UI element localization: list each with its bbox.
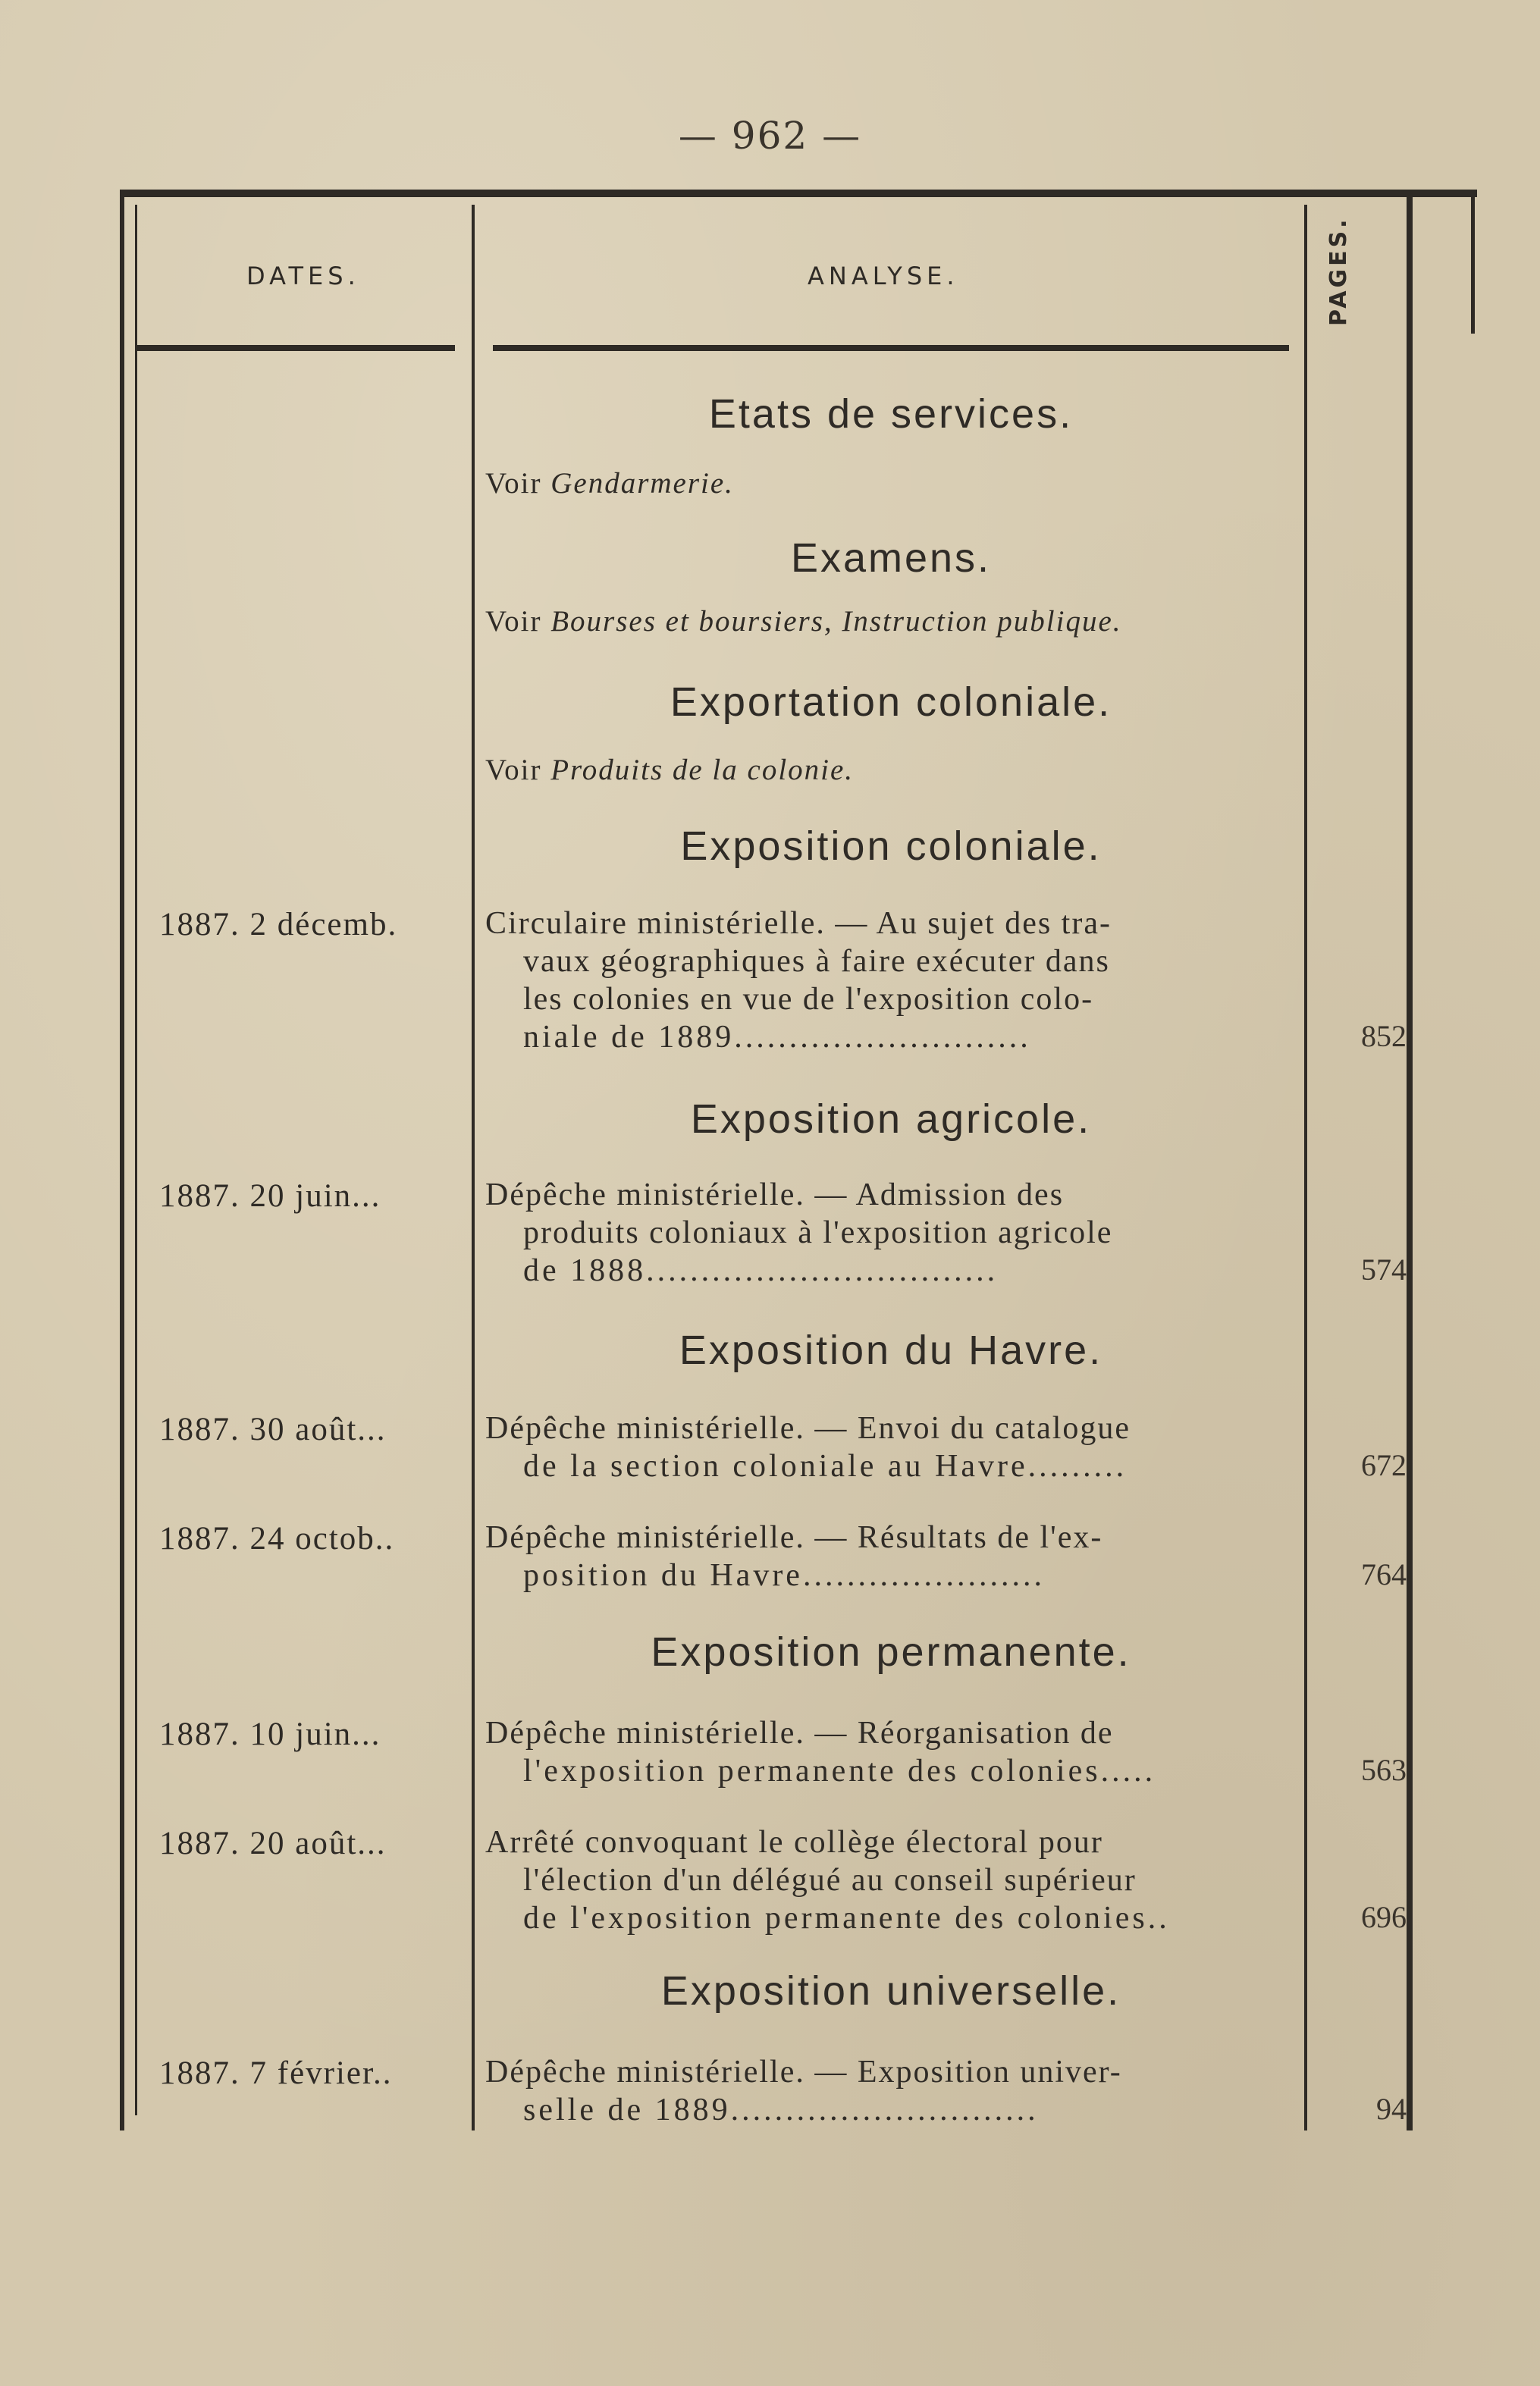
see-also-note: Voir Produits de la colonie. — [485, 754, 855, 786]
entry-date: 1887. 20 août... — [159, 1826, 387, 1861]
left-inner-rule — [135, 205, 137, 2115]
see-also-note: Voir Gendarmerie. — [485, 467, 734, 500]
entry-text: Dépêche ministérielle. — Résultats de l'ex- position du Havre...................... — [485, 1520, 1103, 1593]
section-heading: Etats de services. — [708, 391, 1074, 437]
section-heading: Exposition du Havre. — [679, 1328, 1103, 1373]
analyse-header: ANALYSE. — [808, 262, 959, 290]
section-heading: Exposition coloniale. — [680, 823, 1102, 869]
entry-text: Dépêche ministérielle. — Admission des produits coloniaux à l'exposition agricole de 1888................................ — [485, 1177, 1113, 1288]
right-edge-rule — [1471, 197, 1475, 334]
analyse-column-divider — [1304, 205, 1307, 2130]
section-heading: Exposition agricole. — [690, 1096, 1092, 1142]
entry-page: 574 — [1361, 1253, 1407, 1287]
entry-date: 1887. 2 décemb. — [159, 907, 398, 942]
entry-page: 852 — [1361, 1019, 1407, 1053]
entry-text: Dépêche ministérielle. — Réorganisation de l'exposition permanente des colonies..... — [485, 1716, 1156, 1789]
page-number: — 962 — — [678, 114, 862, 158]
entry-date: 1887. 24 octob.. — [159, 1521, 395, 1557]
section-heading: Exposition permanente. — [651, 1629, 1131, 1675]
entry-page: 696 — [1361, 1900, 1407, 1934]
section-heading: Exportation coloniale. — [670, 679, 1112, 725]
dates-column-divider — [472, 205, 475, 2130]
top-rule — [120, 190, 1477, 197]
entry-text: Dépêche ministérielle. — Envoi du catalogue de la section coloniale au Havre......... — [485, 1411, 1131, 1484]
section-heading: Examens. — [790, 535, 992, 581]
entry-text: Dépêche ministérielle. — Exposition univer- selle de 1889............................ — [485, 2055, 1122, 2127]
section-heading: Exposition universelle. — [660, 1968, 1121, 2014]
dates-header-underline — [136, 345, 455, 351]
pages-header: PAGES. — [1325, 216, 1352, 326]
right-outer-rule — [1407, 190, 1413, 2130]
entry-page: 563 — [1361, 1753, 1407, 1787]
analyse-header-underline — [493, 345, 1289, 351]
left-outer-rule — [120, 190, 124, 2130]
entry-page: 94 — [1376, 2092, 1407, 2126]
entry-date: 1887. 20 juin... — [159, 1178, 381, 1214]
see-also-note: Voir Bourses et boursiers, Instruction publique. — [485, 605, 1122, 638]
entry-page: 672 — [1361, 1448, 1407, 1482]
dates-header: DATES. — [246, 262, 360, 290]
entry-text: Circulaire ministérielle. — Au sujet des tra- vaux géographiques à faire exécuter dans les colonies en vue de l'exposition colo- niale de 1889........................... — [485, 906, 1112, 1055]
entry-text: Arrêté convoquant le collège électoral pour l'élection d'un délégué au conseil supérieur de l'exposition permanente des colonies.. — [485, 1825, 1170, 1936]
entry-date: 1887. 10 juin... — [159, 1717, 381, 1752]
entry-date: 1887. 30 août... — [159, 1412, 387, 1447]
entry-page: 764 — [1361, 1557, 1407, 1591]
entry-date: 1887. 7 février.. — [159, 2055, 393, 2091]
